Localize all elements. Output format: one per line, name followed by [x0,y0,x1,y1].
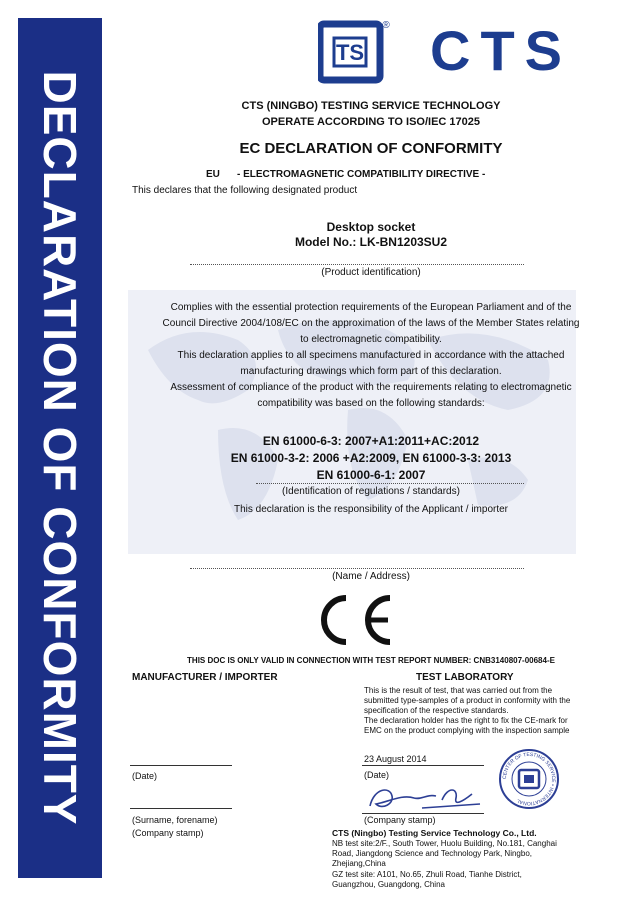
org-line-1: CTS (NINGBO) TESTING SERVICE TECHNOLOGY [241,100,501,112]
manufacturer-date-label: (Date) [132,771,158,781]
directive-prefix: EU [206,169,220,180]
laboratory-company: CTS (Ningbo) Testing Service Technology Co., Ltd. [332,828,537,838]
standards-label: (Identification of regulations / standards) [282,486,460,497]
body-line: Assessment of compliance of the product with the requirements relating to electromagnetic [170,382,572,393]
divider [190,568,524,569]
body-line: Complies with the essential protection requirements of the European Parliament and of the [170,302,572,313]
signature-line [362,813,484,814]
signature-line [130,808,232,809]
ce-mark-icon [308,592,396,648]
body-line: compatibility was based on the following standards: [257,398,485,409]
signature-line [362,765,484,766]
body-line: This declaration applies to all specimens manufactured in accordance with the attached [177,350,565,361]
laboratory-address: Guangzhou, Guangdong, China [332,880,445,889]
product-identification-label: (Product identification) [321,267,421,278]
body-line: Council Directive 2004/108/EC on the approximation of the laws of the Member States relating [162,318,580,329]
seal-stamp-icon [498,748,560,810]
org-line-2: OPERATE ACCORDING TO ISO/IEC 17025 [261,116,480,128]
laboratory-address: NB test site:2/F., South Tower, Huolu Building, No.181, Canghai [332,839,557,848]
validity-note: THIS DOC IS ONLY VALID IN CONNECTION WITH TEST REPORT NUMBER: CNB3140807-00684-E [187,656,555,665]
laboratory-address: GZ test site: A101, No.65, Zhuli Road, Tianhe District, [332,870,522,879]
declares-text: This declares that the following designated product [132,185,358,196]
standard-1: EN 61000-6-3: 2007+A1:2011+AC:2012 [262,434,480,448]
divider [256,483,524,484]
body-line: to electromagnetic compatibility. [300,334,442,345]
laboratory-heading: TEST LABORATORY [416,672,514,683]
laboratory-desc: EMC on the product complying with the inspection sample [364,726,570,735]
registered-mark: ® [382,20,390,31]
product-model: Model No.: LK-BN1203SU2 [294,235,448,249]
signature-icon [362,780,492,814]
name-address-label: (Name / Address) [332,571,410,582]
brand-name: CTS [430,19,572,82]
laboratory-desc: specification of the respective standards. [364,706,509,715]
laboratory-date-value: 23 August 2014 [364,754,427,764]
manufacturer-heading: MANUFACTURER / IMPORTER [132,672,278,683]
cts-logo-icon [318,18,390,86]
laboratory-address: Zhejiang,China [332,859,386,868]
sidebar-banner [18,18,102,878]
logo-letters: TS [335,40,365,65]
laboratory-stamp-label: (Company stamp) [364,815,436,825]
standard-2: EN 61000-3-2: 2006 +A2:2009, EN 61000-3-3: 2013 [230,451,512,465]
laboratory-desc: submitted type-samples of a product in conformity with the [364,696,571,705]
manufacturer-name-label: (Surname, forename) [132,815,218,825]
responsibility-text: This declaration is the responsibility of the Applicant / importer [233,504,509,515]
signature-line [130,765,232,766]
product-name: Desktop socket [326,220,416,234]
laboratory-desc: This is the result of test, that was carried out from the [364,686,553,695]
laboratory-address: Road, Jiangdong Science and Technology Park, Ningbo, [332,849,532,858]
sidebar-title: DECLARATION OF CONFORMITY [34,70,86,826]
body-line: manufacturing drawings which form part of this declaration. [240,366,502,377]
seal-text: CENTER OF TESTING SERVICE • INTERNATIONAL [501,751,557,807]
manufacturer-stamp-label: (Company stamp) [132,828,204,838]
page-title: EC DECLARATION OF CONFORMITY [239,140,503,157]
divider [190,264,524,265]
directive-title: - ELECTROMAGNETIC COMPATIBILITY DIRECTIVE - [237,169,486,180]
laboratory-desc: The declaration holder has the right to fix the CE-mark for [364,716,568,725]
laboratory-date-label: (Date) [364,770,390,780]
standard-3: EN 61000-6-1: 2007 [316,468,426,482]
